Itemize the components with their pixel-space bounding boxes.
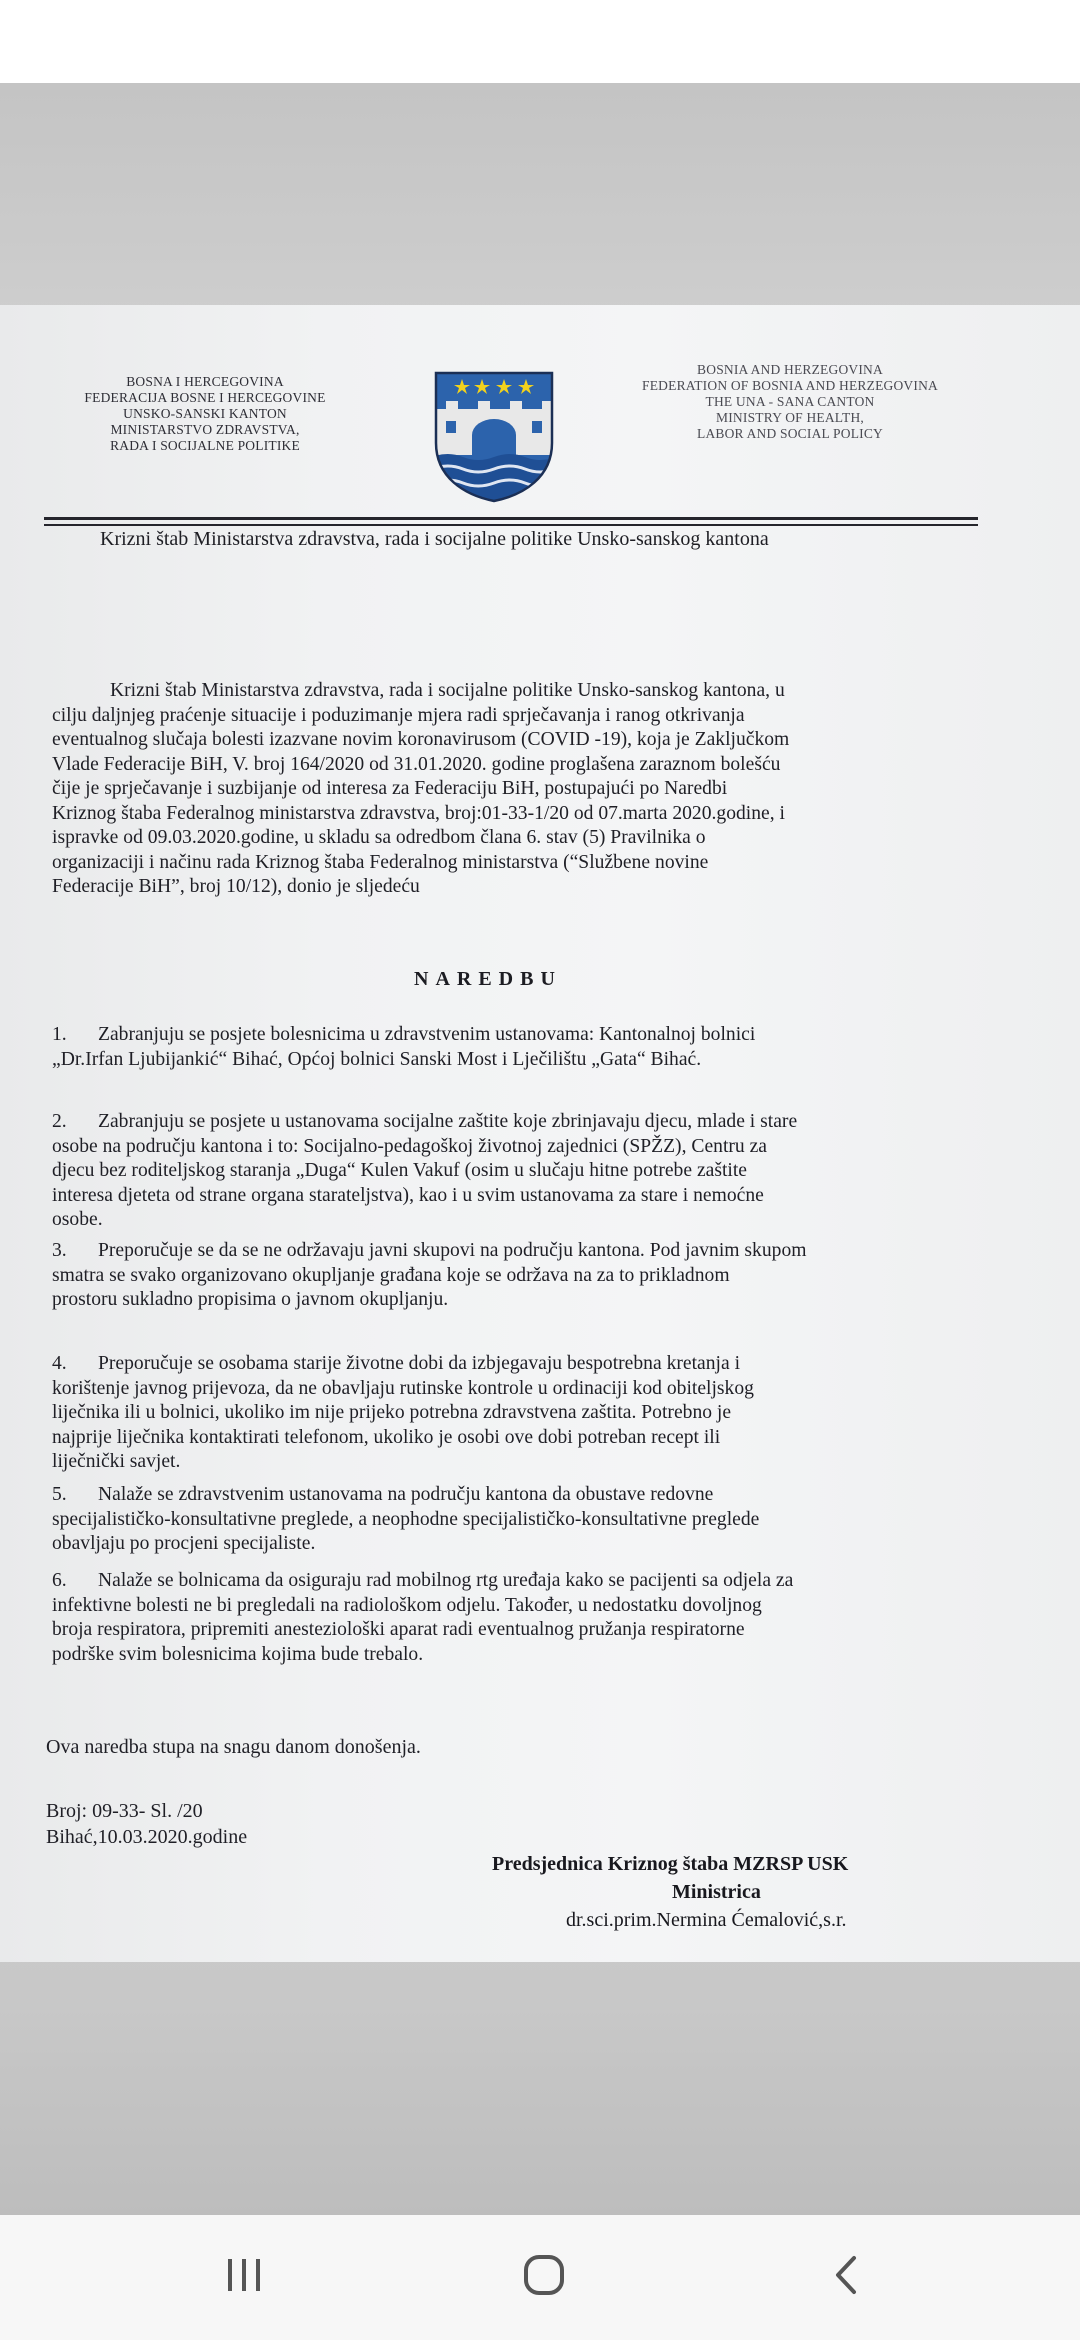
home-button[interactable] bbox=[509, 2245, 579, 2305]
order-item-line: interesa djeteta od strane organa starateljstva), kao i u svim ustanovama za stare i nemoćne bbox=[52, 1184, 764, 1206]
status-bar-area bbox=[0, 0, 1080, 83]
signature-role: Ministrica bbox=[672, 1881, 761, 1903]
home-icon bbox=[521, 2252, 567, 2298]
order-item bbox=[52, 1110, 996, 1233]
order-item-text: Zabranjuju se posjete bolesnicima u zdravstvenim ustanovama: Kantonalnoj bolnici bbox=[98, 1024, 756, 1045]
order-item-line: osobe na području kantona i to: Socijalno-pedagoškoj životnoj zajednici (SPŽZ), Centru za bbox=[52, 1135, 767, 1157]
header-left-block bbox=[45, 374, 365, 454]
recent-apps-icon bbox=[222, 2255, 266, 2295]
order-item bbox=[52, 1569, 996, 1667]
order-item-line bbox=[52, 1023, 996, 1048]
order-item-line: najprije liječnika kontaktirati telefonom, ukoliko je osobi ove dobi potreban recept ili bbox=[52, 1426, 721, 1448]
order-item-line bbox=[52, 1239, 996, 1264]
intro-line: organizaciji i načinu rada Kriznog štaba Federalnog ministarstva (“Službene novine bbox=[52, 851, 709, 873]
document-photo bbox=[0, 83, 1080, 2215]
order-item-text: Zabranjuju se posjete u ustanovama socijalne zaštite koje zbrinjavaju djecu, mlade i stare bbox=[98, 1111, 798, 1132]
back-button[interactable] bbox=[813, 2245, 883, 2305]
order-item-number: 5. bbox=[52, 1484, 67, 1505]
order-item-line bbox=[52, 1110, 996, 1135]
order-item-line: smatra se svako organizovano okupljanje građana koje se održava na za to prikladnom bbox=[52, 1264, 730, 1286]
order-item-line: osobe. bbox=[52, 1209, 103, 1230]
order-item bbox=[52, 1352, 996, 1475]
intro-line: Krizni štab Ministarstva zdravstva, rada i socijalne politike Unsko-sanskog kantona, u bbox=[110, 680, 785, 701]
order-item-line bbox=[52, 1352, 996, 1377]
header-left-line: MINISTARSTVO ZDRAVSTVA, bbox=[110, 422, 300, 437]
intro-line: čije je sprječavanje i suzbijanje od interesa za Federaciju BiH, postupajući po Naredbi bbox=[52, 778, 728, 799]
intro-paragraph bbox=[52, 679, 996, 900]
intro-line: eventualnog slučaja bolesti izazvane novim koronavirusom (COVID -19), koja je Zaključkom bbox=[52, 729, 790, 750]
order-item-line: liječnički savjet. bbox=[52, 1451, 181, 1472]
closing-statement: Ova naredba stupa na snagu danom donošenja. bbox=[46, 1736, 421, 1758]
signature-title: Predsjednica Kriznog štaba MZRSP USK bbox=[492, 1853, 849, 1875]
header-left-line: RADA I SOCIJALNE POLITIKE bbox=[110, 438, 300, 453]
back-icon bbox=[828, 2252, 868, 2298]
order-item-number: 6. bbox=[52, 1570, 67, 1591]
order-item bbox=[52, 1483, 996, 1557]
header-right-block bbox=[590, 362, 990, 442]
order-item-line bbox=[52, 1569, 996, 1594]
signature-name: dr.sci.prim.Nermina Ćemalović,s.r. bbox=[566, 1909, 847, 1931]
intro-line: Kriznog štaba Federalnog ministarstva zdravstva, broj:01-33-1/20 od 07.marta 2020.godine, i bbox=[52, 802, 785, 824]
header-right-line: MINISTRY OF HEALTH, bbox=[716, 410, 864, 425]
order-heading: NAREDBU bbox=[414, 968, 562, 990]
header-left-line: FEDERACIJA BOSNE I HERCEGOVINE bbox=[84, 390, 326, 405]
order-item-text: Nalaže se zdravstvenim ustanovama na području kantona da obustave redovne bbox=[98, 1484, 714, 1505]
header-right-line: THE UNA - SANA CANTON bbox=[705, 394, 875, 409]
canton-crest-icon bbox=[432, 369, 556, 503]
intro-line: Vlade Federacije BiH, V. broj 164/2020 od 31.01.2020. godine proglašena zaraznom bolešću bbox=[52, 753, 781, 775]
intro-line: ispravke od 09.03.2020.godine, u skladu sa odredbom člana 6. stav (5) Pravilnika o bbox=[52, 827, 706, 848]
header-divider-thin bbox=[44, 524, 978, 526]
order-item bbox=[52, 1023, 996, 1072]
intro-line: Federacije BiH”, broj 10/12), donio je sljedeću bbox=[52, 876, 420, 897]
recent-apps-button[interactable] bbox=[209, 2245, 279, 2305]
header-left-line: BOSNA I HERCEGOVINA bbox=[126, 374, 284, 389]
crisis-staff-title: Krizni štab Ministarstva zdravstva, rada i socijalne politike Unsko-sanskog kantona bbox=[100, 528, 769, 550]
order-item bbox=[52, 1239, 996, 1313]
header-right-line: LABOR AND SOCIAL POLICY bbox=[697, 426, 883, 441]
order-item-line: liječnika ili u bolnici, ukoliko im nije prijeko potrebna zdravstvena zaštita. Potrebno je bbox=[52, 1402, 732, 1423]
order-item-text: Preporučuje se osobama starije životne dobi da izbjegavaju bespotrebna kretanja i bbox=[98, 1353, 741, 1374]
order-item-number: 1. bbox=[52, 1024, 67, 1045]
document-number: Broj: 09-33- Sl. /20 bbox=[46, 1800, 203, 1822]
order-item-text: Nalaže se bolnicama da osiguraju rad mobilnog rtg uređaja kako se pacijenti sa odjela za bbox=[98, 1570, 794, 1591]
navigation-bar bbox=[0, 2215, 1080, 2340]
order-item-number: 2. bbox=[52, 1111, 67, 1132]
document-date-place: Bihać,10.03.2020.godine bbox=[46, 1826, 248, 1848]
order-item-line: prostoru sukladno propisima o javnom okupljanju. bbox=[52, 1289, 449, 1310]
header-right-line: FEDERATION OF BOSNIA AND HERZEGOVINA bbox=[642, 378, 938, 393]
order-item-text: Preporučuje se da se ne održavaju javni skupovi na području kantona. Pod javnim skupom bbox=[98, 1240, 807, 1261]
order-item-number: 4. bbox=[52, 1353, 67, 1374]
order-item-line: djecu bez roditeljskog staranja „Duga“ Kulen Vakuf (osim u slučaju hitne potrebe zaštite bbox=[52, 1160, 747, 1181]
header-right-line: BOSNIA AND HERZEGOVINA bbox=[697, 362, 883, 377]
order-item-line: specijalističko-konsultativne preglede, a neophodne specijalističko-konsultativne preglede bbox=[52, 1508, 760, 1530]
order-item-line: korištenje javnog prijevoza, da ne obavljaju rutinske kontrole u ordinaciji kod obiteljskog bbox=[52, 1377, 754, 1399]
order-item-line: podrške svim bolesnicima kojima bude trebalo. bbox=[52, 1643, 424, 1665]
header-left-line: UNSKO-SANSKI KANTON bbox=[123, 406, 287, 421]
order-item-line: broja respiratora, pripremiti anesteziološki aparat radi eventualnog pružanja respiratorne bbox=[52, 1619, 745, 1640]
order-item-line: „Dr.Irfan Ljubijankić“ Bihać, Općoj bolnici Sanski Most i Lječilištu „Gata“ Bihać. bbox=[52, 1048, 702, 1070]
intro-line: cilju daljnjeg praćenje situacije i poduzimanje mjera radi sprječavanja i ranog otkrivanja bbox=[52, 704, 745, 726]
order-item-line: infektivne bolesti ne bi pregledali na radiološkom odjelu. Također, u nedostatku dovoljnog bbox=[52, 1594, 762, 1616]
header-divider bbox=[44, 517, 978, 520]
order-item-line bbox=[52, 1483, 996, 1508]
document-page bbox=[0, 305, 1080, 1962]
order-item-line: obavljaju po procjeni specijaliste. bbox=[52, 1533, 316, 1554]
order-item-number: 3. bbox=[52, 1240, 67, 1261]
